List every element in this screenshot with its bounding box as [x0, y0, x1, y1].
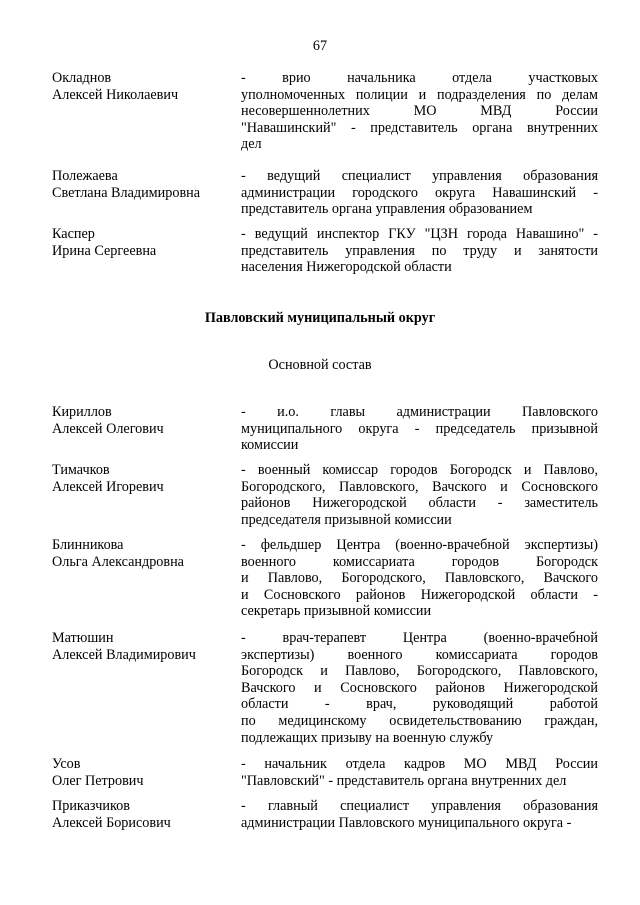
position-line: - начальник отдела кадров МО МВД России — [241, 756, 598, 772]
member-given-names: Ольга Александровна — [52, 553, 184, 570]
position-line: - врач-терапевт Центра (военно-врачебной — [241, 630, 598, 646]
position-line: - главный специалист управления образования — [241, 798, 598, 814]
position-line: "Навашинский" - представитель органа внутренних — [241, 119, 598, 136]
position-line: представитель органа управления образованием — [241, 201, 533, 218]
position-line: военного комиссариата городов Богородск — [241, 553, 598, 570]
position-line: и Павлово, Богородского, Павловского, Вачского — [241, 570, 598, 587]
position-line: уполномоченных полиции и подразделения по делам — [241, 86, 598, 103]
member-surname: Кириллов — [52, 404, 112, 420]
member-given-names: Алексей Олегович — [52, 420, 164, 437]
member-surname: Усов — [52, 756, 81, 772]
member-position — [241, 462, 598, 528]
position-line: населения Нижегородской области — [241, 259, 452, 276]
member-position — [241, 404, 598, 454]
member-surname: Окладнов — [52, 70, 112, 86]
position-line: экспертизы) военного комиссариата городов — [241, 646, 598, 663]
position-line: Богородск и Павлово, Богородского, Павловского, — [241, 663, 598, 680]
position-line: представитель управления по труду и занятости — [241, 242, 598, 259]
subsection-title: Основной состав — [268, 357, 372, 373]
member-position — [241, 70, 598, 153]
member-surname: Блинникова — [52, 537, 124, 553]
position-line: несовершеннолетних МО МВД России — [241, 103, 598, 120]
position-line: комиссии — [241, 437, 299, 454]
member-name — [52, 226, 237, 259]
position-line: Вачского и Сосновского районов Нижегородской — [241, 679, 598, 696]
member-given-names: Ирина Сергеевна — [52, 242, 157, 259]
position-line: - врио начальника отдела участковых — [241, 70, 598, 86]
member-given-names: Алексей Борисович — [52, 814, 171, 831]
member-given-names: Алексей Игоревич — [52, 478, 164, 495]
position-line: дел — [241, 136, 262, 153]
position-line: подлежащих призыву на военную службу — [241, 729, 494, 746]
position-line: администрации городского округа Навашинский - — [241, 184, 598, 201]
member-position — [241, 798, 598, 831]
page-number: 67 — [312, 38, 328, 54]
member-given-names: Алексей Николаевич — [52, 86, 179, 103]
member-name — [52, 537, 237, 570]
member-given-names: Олег Петрович — [52, 772, 144, 789]
member-position — [241, 168, 598, 218]
member-name — [52, 756, 237, 789]
position-line: - ведущий специалист управления образования — [241, 168, 598, 184]
member-name — [52, 168, 237, 201]
member-surname: Тимачков — [52, 462, 110, 478]
member-position — [241, 226, 598, 276]
position-line: "Павловский" - представитель органа внутренних дел — [241, 772, 567, 789]
position-line: по медицинскому освидетельствованию граждан, — [241, 712, 598, 729]
member-surname: Полежаева — [52, 168, 118, 184]
member-surname: Матюшин — [52, 630, 114, 646]
member-surname: Каспер — [52, 226, 95, 242]
position-line: районов Нижегородской области - заместитель — [241, 495, 598, 512]
position-line: - военный комиссар городов Богородск и Павлово, — [241, 462, 598, 478]
position-line: - ведущий инспектор ГКУ "ЦЗН города Навашино" - — [241, 226, 598, 242]
position-line: - и.о. главы администрации Павловского — [241, 404, 598, 420]
member-position — [241, 756, 598, 789]
member-name — [52, 462, 237, 495]
section-title: Павловский муниципальный округ — [204, 310, 436, 326]
member-name — [52, 404, 237, 437]
position-line: области - врач, руководящий работой — [241, 696, 598, 713]
member-name — [52, 70, 237, 103]
member-surname: Приказчиков — [52, 798, 130, 814]
position-line: - фельдшер Центра (военно-врачебной экспертизы) — [241, 537, 598, 553]
position-line: и Сосновского районов Нижегородской области - — [241, 586, 598, 603]
position-line: администрации Павловского муниципального округа - — [241, 814, 572, 831]
member-position — [241, 630, 598, 746]
member-name — [52, 798, 237, 831]
position-line: секретарь призывной комиссии — [241, 603, 432, 620]
member-given-names: Светлана Владимировна — [52, 184, 201, 201]
member-name — [52, 630, 237, 663]
position-line: Богородского, Павловского, Вачского и Сосновского — [241, 478, 598, 495]
member-given-names: Алексей Владимирович — [52, 646, 196, 663]
member-position — [241, 537, 598, 620]
position-line: председателя призывной комиссии — [241, 511, 452, 528]
position-line: муниципального округа - председатель призывной — [241, 420, 598, 437]
